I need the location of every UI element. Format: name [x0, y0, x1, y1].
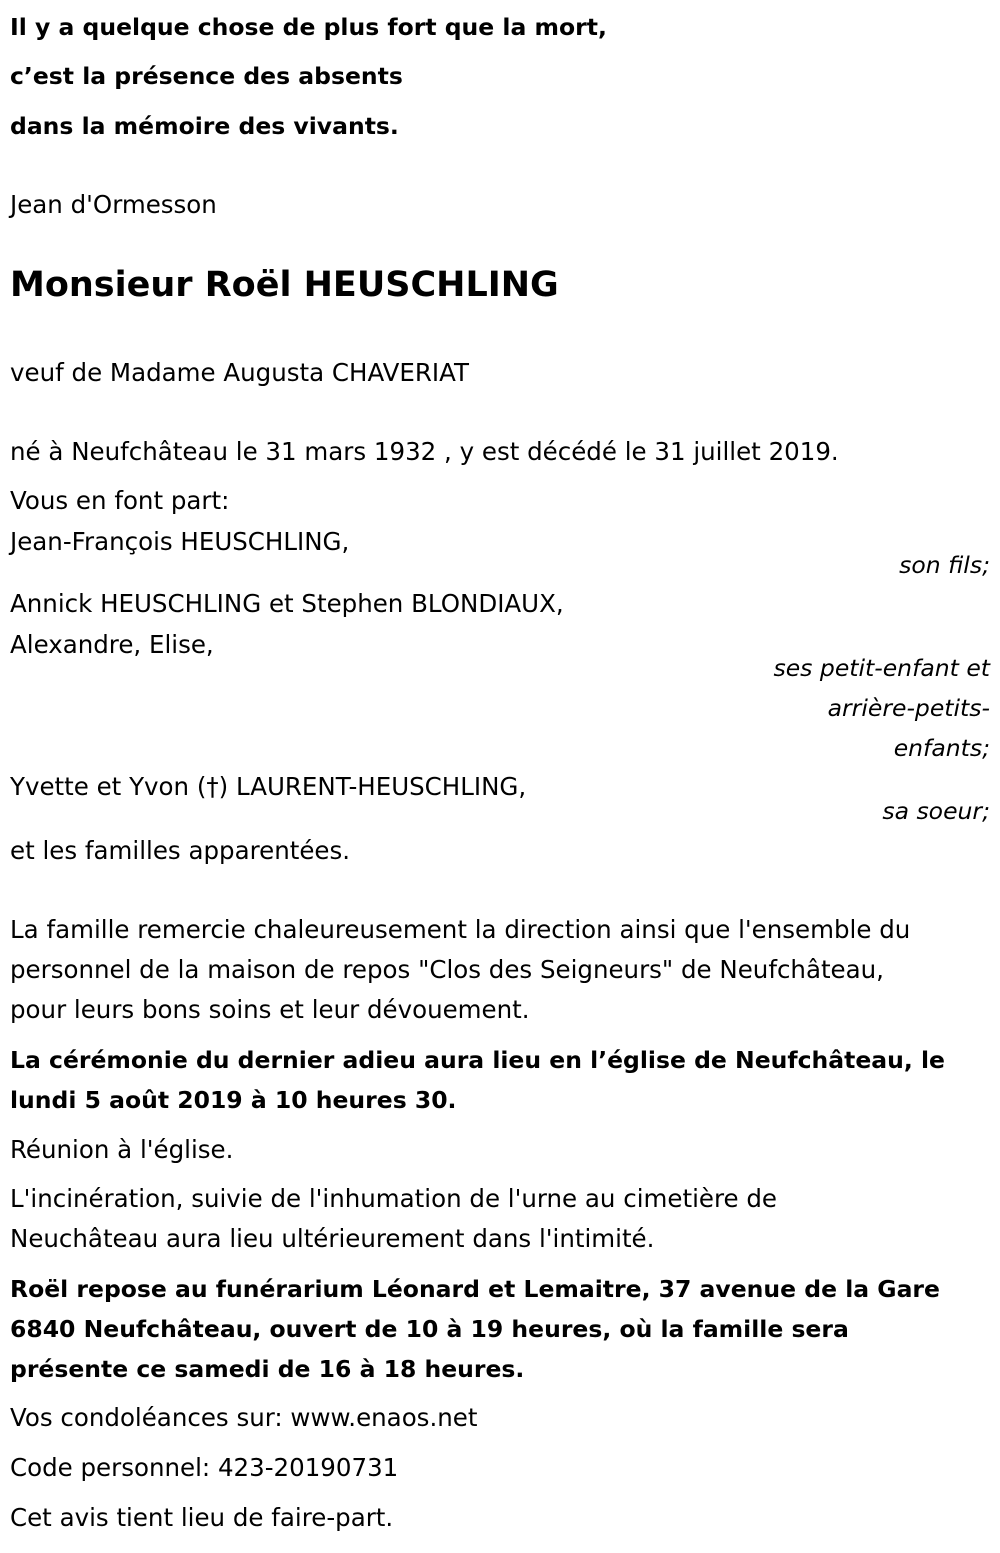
cremation-line-2: Neuchâteau aura lieu ultérieurement dans l'intimité.	[10, 1224, 655, 1253]
son-name: Jean-François HEUSCHLING,	[10, 527, 350, 556]
personal-code: Code personnel: 423-20190731	[10, 1453, 399, 1482]
widower-of: veuf de Madame Augusta CHAVERIAT	[10, 358, 469, 387]
thanks-line-2: personnel de la maison de repos "Clos des Seigneurs" de Neufchâteau,	[10, 955, 884, 984]
grandchildren-line-2: Alexandre, Elise,	[10, 630, 214, 659]
deceased-name: Monsieur Roël HEUSCHLING	[10, 265, 559, 305]
quote-line-3: dans la mémoire des vivants.	[10, 112, 399, 140]
ceremony-line-2: lundi 5 août 2019 à 10 heures 30.	[10, 1086, 457, 1114]
sister-role: sa soeur;	[882, 797, 990, 825]
meeting-place: Réunion à l'église.	[10, 1135, 234, 1164]
birth-death: né à Neufchâteau le 31 mars 1932 , y est décédé le 31 juillet 2019.	[10, 437, 839, 466]
grandchildren-line-1: Annick HEUSCHLING et Stephen BLONDIAUX,	[10, 589, 564, 618]
funeral-home-line-1: Roël repose au funérarium Léonard et Lemaitre, 37 avenue de la Gare	[10, 1275, 940, 1303]
grandchildren-role-3: enfants;	[893, 734, 990, 762]
thanks-line-3: pour leurs bons soins et leur dévouement.	[10, 995, 530, 1024]
quote-author: Jean d'Ormesson	[10, 190, 217, 219]
cremation-line-1: L'incinération, suivie de l'inhumation de l'urne au cimetière de	[10, 1184, 777, 1213]
grandchildren-role-2: arrière-petits-	[827, 694, 990, 722]
thanks-line-1: La famille remercie chaleureusement la direction ainsi que l'ensemble du	[10, 915, 911, 944]
quote-line-2: c’est la présence des absents	[10, 62, 403, 90]
family-intro: Vous en font part:	[10, 486, 230, 515]
son-role: son fils;	[899, 551, 990, 579]
funeral-home-line-2: 6840 Neufchâteau, ouvert de 10 à 19 heures, où la famille sera	[10, 1315, 849, 1343]
funeral-home-line-3: présente ce samedi de 16 à 18 heures.	[10, 1355, 525, 1383]
ceremony-line-1: La cérémonie du dernier adieu aura lieu en l’église de Neufchâteau, le	[10, 1046, 945, 1074]
grandchildren-role-1: ses petit-enfant et	[773, 654, 990, 682]
notice-statement: Cet avis tient lieu de faire-part.	[10, 1503, 394, 1532]
sister-name: Yvette et Yvon (†) LAURENT-HEUSCHLING,	[10, 772, 527, 801]
quote-line-1: Il y a quelque chose de plus fort que la mort,	[10, 13, 607, 41]
related-families: et les familles apparentées.	[10, 836, 351, 865]
condolences-link: Vos condoléances sur: www.enaos.net	[10, 1403, 478, 1432]
